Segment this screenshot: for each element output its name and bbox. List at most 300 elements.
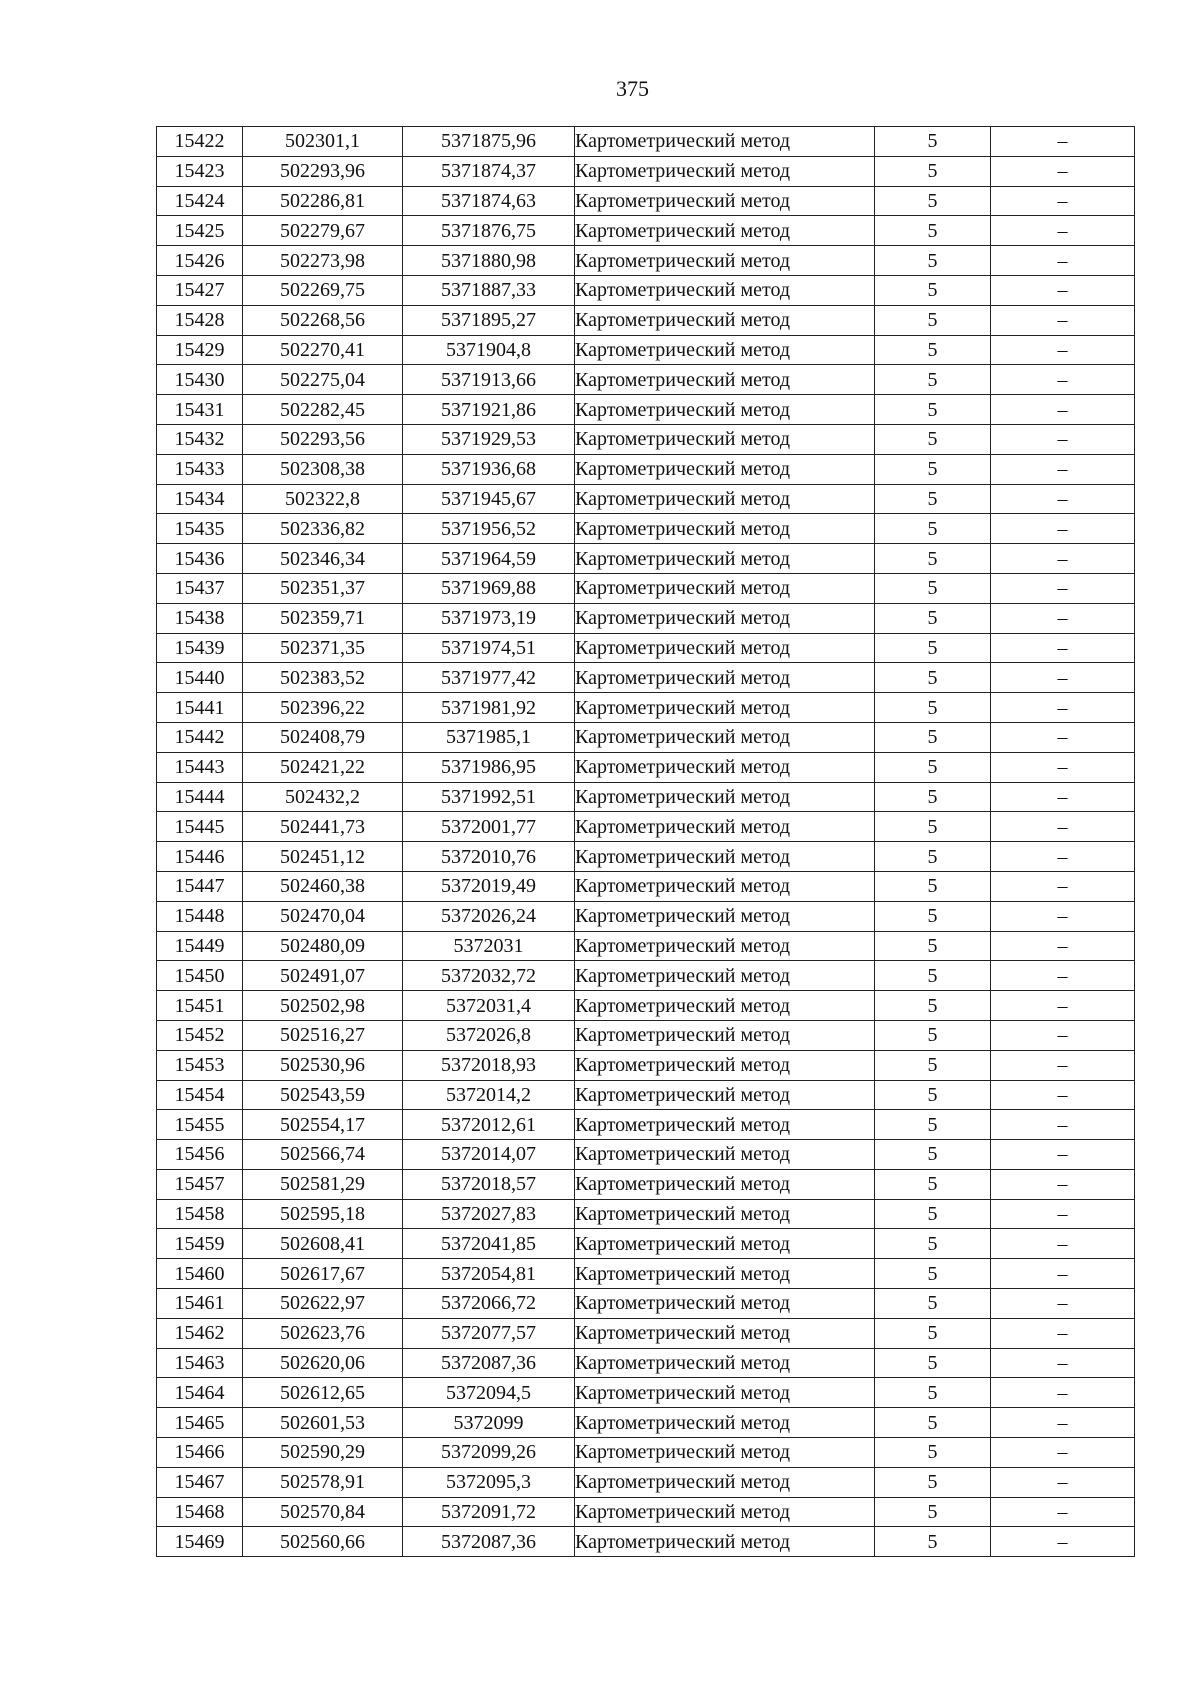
point-number-cell: 15448 (157, 901, 243, 931)
method-cell: Картометрический метод (575, 1259, 875, 1289)
point-number-cell: 15451 (157, 991, 243, 1021)
method-cell: Картометрический метод (575, 1229, 875, 1259)
description-cell: – (991, 1140, 1135, 1170)
y-coordinate-cell: 5371977,42 (403, 663, 575, 693)
y-coordinate-cell: 5371945,67 (403, 484, 575, 514)
accuracy-cell: 5 (875, 454, 991, 484)
description-cell: – (991, 1080, 1135, 1110)
description-cell: – (991, 1110, 1135, 1140)
point-number-cell: 15434 (157, 484, 243, 514)
accuracy-cell: 5 (875, 424, 991, 454)
point-number-cell: 15456 (157, 1140, 243, 1170)
table-row (157, 1408, 1135, 1438)
x-coordinate-cell: 502460,38 (243, 871, 403, 901)
table-row (157, 871, 1135, 901)
accuracy-cell: 5 (875, 1318, 991, 1348)
point-number-cell: 15466 (157, 1438, 243, 1468)
accuracy-cell: 5 (875, 633, 991, 663)
table-row (157, 842, 1135, 872)
accuracy-cell: 5 (875, 1080, 991, 1110)
x-coordinate-cell: 502308,38 (243, 454, 403, 484)
point-number-cell: 15447 (157, 871, 243, 901)
x-coordinate-cell: 502301,1 (243, 127, 403, 157)
x-coordinate-cell: 502269,75 (243, 275, 403, 305)
accuracy-cell: 5 (875, 1199, 991, 1229)
point-number-cell: 15454 (157, 1080, 243, 1110)
table-row (157, 1467, 1135, 1497)
table-row (157, 722, 1135, 752)
x-coordinate-cell: 502608,41 (243, 1229, 403, 1259)
point-number-cell: 15433 (157, 454, 243, 484)
point-number-cell: 15452 (157, 1020, 243, 1050)
description-cell: – (991, 722, 1135, 752)
description-cell: – (991, 1318, 1135, 1348)
method-cell: Картометрический метод (575, 484, 875, 514)
point-number-cell: 15426 (157, 246, 243, 276)
table-row (157, 275, 1135, 305)
x-coordinate-cell: 502578,91 (243, 1467, 403, 1497)
y-coordinate-cell: 5372099,26 (403, 1438, 575, 1468)
table-row (157, 991, 1135, 1021)
method-cell: Картометрический метод (575, 991, 875, 1021)
y-coordinate-cell: 5372031 (403, 931, 575, 961)
x-coordinate-cell: 502570,84 (243, 1497, 403, 1527)
table-row (157, 633, 1135, 663)
x-coordinate-cell: 502273,98 (243, 246, 403, 276)
y-coordinate-cell: 5372031,4 (403, 991, 575, 1021)
method-cell: Картометрический метод (575, 693, 875, 723)
point-number-cell: 15438 (157, 603, 243, 633)
table-row (157, 663, 1135, 693)
accuracy-cell: 5 (875, 722, 991, 752)
x-coordinate-cell: 502601,53 (243, 1408, 403, 1438)
method-cell: Картометрический метод (575, 156, 875, 186)
table-row (157, 1169, 1135, 1199)
method-cell: Картометрический метод (575, 1169, 875, 1199)
table-row (157, 335, 1135, 365)
y-coordinate-cell: 5372087,36 (403, 1527, 575, 1557)
point-number-cell: 15467 (157, 1467, 243, 1497)
point-number-cell: 15446 (157, 842, 243, 872)
point-number-cell: 15431 (157, 395, 243, 425)
x-coordinate-cell: 502612,65 (243, 1378, 403, 1408)
method-cell: Картометрический метод (575, 1438, 875, 1468)
y-coordinate-cell: 5371887,33 (403, 275, 575, 305)
x-coordinate-cell: 502408,79 (243, 722, 403, 752)
point-number-cell: 15445 (157, 812, 243, 842)
y-coordinate-cell: 5371985,1 (403, 722, 575, 752)
x-coordinate-cell: 502470,04 (243, 901, 403, 931)
y-coordinate-cell: 5371880,98 (403, 246, 575, 276)
point-number-cell: 15435 (157, 514, 243, 544)
point-number-cell: 15429 (157, 335, 243, 365)
x-coordinate-cell: 502581,29 (243, 1169, 403, 1199)
accuracy-cell: 5 (875, 484, 991, 514)
y-coordinate-cell: 5372010,76 (403, 842, 575, 872)
method-cell: Картометрический метод (575, 1110, 875, 1140)
description-cell: – (991, 454, 1135, 484)
accuracy-cell: 5 (875, 693, 991, 723)
point-number-cell: 15455 (157, 1110, 243, 1140)
accuracy-cell: 5 (875, 871, 991, 901)
y-coordinate-cell: 5371981,92 (403, 693, 575, 723)
accuracy-cell: 5 (875, 1169, 991, 1199)
table-row (157, 1050, 1135, 1080)
point-number-cell: 15464 (157, 1378, 243, 1408)
description-cell: – (991, 663, 1135, 693)
x-coordinate-cell: 502441,73 (243, 812, 403, 842)
table-row (157, 395, 1135, 425)
table-row (157, 544, 1135, 574)
x-coordinate-cell: 502286,81 (243, 186, 403, 216)
x-coordinate-cell: 502543,59 (243, 1080, 403, 1110)
y-coordinate-cell: 5371904,8 (403, 335, 575, 365)
method-cell: Картометрический метод (575, 1318, 875, 1348)
method-cell: Картометрический метод (575, 871, 875, 901)
description-cell: – (991, 246, 1135, 276)
x-coordinate-cell: 502351,37 (243, 573, 403, 603)
description-cell: – (991, 1259, 1135, 1289)
point-number-cell: 15436 (157, 544, 243, 574)
accuracy-cell: 5 (875, 931, 991, 961)
point-number-cell: 15424 (157, 186, 243, 216)
method-cell: Картометрический метод (575, 216, 875, 246)
table-row (157, 961, 1135, 991)
method-cell: Картометрический метод (575, 842, 875, 872)
x-coordinate-cell: 502620,06 (243, 1348, 403, 1378)
accuracy-cell: 5 (875, 573, 991, 603)
method-cell: Картометрический метод (575, 186, 875, 216)
method-cell: Картометрический метод (575, 782, 875, 812)
method-cell: Картометрический метод (575, 573, 875, 603)
accuracy-cell: 5 (875, 275, 991, 305)
description-cell: – (991, 275, 1135, 305)
point-number-cell: 15441 (157, 693, 243, 723)
x-coordinate-cell: 502322,8 (243, 484, 403, 514)
table-row (157, 484, 1135, 514)
description-cell: – (991, 335, 1135, 365)
accuracy-cell: 5 (875, 395, 991, 425)
accuracy-cell: 5 (875, 1467, 991, 1497)
y-coordinate-cell: 5371936,68 (403, 454, 575, 484)
y-coordinate-cell: 5371875,96 (403, 127, 575, 157)
method-cell: Картометрический метод (575, 663, 875, 693)
table-row (157, 752, 1135, 782)
x-coordinate-cell: 502560,66 (243, 1527, 403, 1557)
point-number-cell: 15422 (157, 127, 243, 157)
table-row (157, 156, 1135, 186)
method-cell: Картометрический метод (575, 812, 875, 842)
point-number-cell: 15468 (157, 1497, 243, 1527)
description-cell: – (991, 812, 1135, 842)
y-coordinate-cell: 5372041,85 (403, 1229, 575, 1259)
accuracy-cell: 5 (875, 1438, 991, 1468)
description-cell: – (991, 871, 1135, 901)
method-cell: Картометрический метод (575, 1467, 875, 1497)
description-cell: – (991, 1020, 1135, 1050)
x-coordinate-cell: 502590,29 (243, 1438, 403, 1468)
point-number-cell: 15444 (157, 782, 243, 812)
method-cell: Картометрический метод (575, 931, 875, 961)
description-cell: – (991, 365, 1135, 395)
method-cell: Картометрический метод (575, 633, 875, 663)
x-coordinate-cell: 502282,45 (243, 395, 403, 425)
table-row (157, 305, 1135, 335)
method-cell: Картометрический метод (575, 1140, 875, 1170)
x-coordinate-cell: 502293,56 (243, 424, 403, 454)
description-cell: – (991, 782, 1135, 812)
description-cell: – (991, 633, 1135, 663)
point-number-cell: 15439 (157, 633, 243, 663)
accuracy-cell: 5 (875, 752, 991, 782)
accuracy-cell: 5 (875, 812, 991, 842)
accuracy-cell: 5 (875, 186, 991, 216)
table-row (157, 1140, 1135, 1170)
table-row (157, 454, 1135, 484)
table-row (157, 782, 1135, 812)
description-cell: – (991, 573, 1135, 603)
x-coordinate-cell: 502279,67 (243, 216, 403, 246)
point-number-cell: 15432 (157, 424, 243, 454)
accuracy-cell: 5 (875, 603, 991, 633)
description-cell: – (991, 424, 1135, 454)
description-cell: – (991, 484, 1135, 514)
table-row (157, 1229, 1135, 1259)
accuracy-cell: 5 (875, 1140, 991, 1170)
accuracy-cell: 5 (875, 246, 991, 276)
y-coordinate-cell: 5372087,36 (403, 1348, 575, 1378)
table-row (157, 424, 1135, 454)
table-row (157, 603, 1135, 633)
x-coordinate-cell: 502336,82 (243, 514, 403, 544)
y-coordinate-cell: 5372066,72 (403, 1289, 575, 1319)
method-cell: Картометрический метод (575, 365, 875, 395)
method-cell: Картометрический метод (575, 454, 875, 484)
table-row (157, 931, 1135, 961)
description-cell: – (991, 901, 1135, 931)
table-row (157, 1289, 1135, 1319)
description-cell: – (991, 1527, 1135, 1557)
y-coordinate-cell: 5372026,24 (403, 901, 575, 931)
y-coordinate-cell: 5371992,51 (403, 782, 575, 812)
y-coordinate-cell: 5372019,49 (403, 871, 575, 901)
method-cell: Картометрический метод (575, 1497, 875, 1527)
y-coordinate-cell: 5372001,77 (403, 812, 575, 842)
table-row (157, 1110, 1135, 1140)
accuracy-cell: 5 (875, 305, 991, 335)
description-cell: – (991, 1169, 1135, 1199)
description-cell: – (991, 1199, 1135, 1229)
point-number-cell: 15437 (157, 573, 243, 603)
y-coordinate-cell: 5372018,57 (403, 1169, 575, 1199)
point-number-cell: 15423 (157, 156, 243, 186)
accuracy-cell: 5 (875, 961, 991, 991)
method-cell: Картометрический метод (575, 246, 875, 276)
point-number-cell: 15463 (157, 1348, 243, 1378)
y-coordinate-cell: 5371974,51 (403, 633, 575, 663)
method-cell: Картометрический метод (575, 722, 875, 752)
y-coordinate-cell: 5372014,2 (403, 1080, 575, 1110)
table-row (157, 514, 1135, 544)
y-coordinate-cell: 5372014,07 (403, 1140, 575, 1170)
method-cell: Картометрический метод (575, 127, 875, 157)
x-coordinate-cell: 502293,96 (243, 156, 403, 186)
x-coordinate-cell: 502371,35 (243, 633, 403, 663)
table-row (157, 901, 1135, 931)
coordinates-table (156, 126, 1135, 1557)
description-cell: – (991, 1378, 1135, 1408)
method-cell: Картометрический метод (575, 1289, 875, 1319)
point-number-cell: 15459 (157, 1229, 243, 1259)
description-cell: – (991, 931, 1135, 961)
accuracy-cell: 5 (875, 782, 991, 812)
y-coordinate-cell: 5372099 (403, 1408, 575, 1438)
x-coordinate-cell: 502502,98 (243, 991, 403, 1021)
y-coordinate-cell: 5371956,52 (403, 514, 575, 544)
point-number-cell: 15427 (157, 275, 243, 305)
x-coordinate-cell: 502623,76 (243, 1318, 403, 1348)
method-cell: Картометрический метод (575, 514, 875, 544)
coordinates-table-body (157, 127, 1135, 1557)
accuracy-cell: 5 (875, 127, 991, 157)
y-coordinate-cell: 5372091,72 (403, 1497, 575, 1527)
accuracy-cell: 5 (875, 1497, 991, 1527)
accuracy-cell: 5 (875, 544, 991, 574)
accuracy-cell: 5 (875, 1050, 991, 1080)
method-cell: Картометрический метод (575, 1080, 875, 1110)
x-coordinate-cell: 502516,27 (243, 1020, 403, 1050)
y-coordinate-cell: 5371929,53 (403, 424, 575, 454)
x-coordinate-cell: 502421,22 (243, 752, 403, 782)
y-coordinate-cell: 5371876,75 (403, 216, 575, 246)
point-number-cell: 15428 (157, 305, 243, 335)
point-number-cell: 15462 (157, 1318, 243, 1348)
x-coordinate-cell: 502595,18 (243, 1199, 403, 1229)
description-cell: – (991, 603, 1135, 633)
x-coordinate-cell: 502396,22 (243, 693, 403, 723)
x-coordinate-cell: 502359,71 (243, 603, 403, 633)
table-row (157, 246, 1135, 276)
table-row (157, 365, 1135, 395)
x-coordinate-cell: 502480,09 (243, 931, 403, 961)
y-coordinate-cell: 5371874,63 (403, 186, 575, 216)
table-row (157, 216, 1135, 246)
x-coordinate-cell: 502451,12 (243, 842, 403, 872)
description-cell: – (991, 395, 1135, 425)
table-row (157, 693, 1135, 723)
method-cell: Картометрический метод (575, 1348, 875, 1378)
x-coordinate-cell: 502617,67 (243, 1259, 403, 1289)
method-cell: Картометрический метод (575, 1020, 875, 1050)
x-coordinate-cell: 502275,04 (243, 365, 403, 395)
accuracy-cell: 5 (875, 514, 991, 544)
point-number-cell: 15458 (157, 1199, 243, 1229)
accuracy-cell: 5 (875, 365, 991, 395)
method-cell: Картометрический метод (575, 395, 875, 425)
description-cell: – (991, 752, 1135, 782)
table-row (157, 1378, 1135, 1408)
method-cell: Картометрический метод (575, 1378, 875, 1408)
method-cell: Картометрический метод (575, 752, 875, 782)
y-coordinate-cell: 5372012,61 (403, 1110, 575, 1140)
method-cell: Картометрический метод (575, 901, 875, 931)
description-cell: – (991, 1289, 1135, 1319)
point-number-cell: 15443 (157, 752, 243, 782)
table-row (157, 1259, 1135, 1289)
point-number-cell: 15460 (157, 1259, 243, 1289)
accuracy-cell: 5 (875, 1378, 991, 1408)
accuracy-cell: 5 (875, 1527, 991, 1557)
description-cell: – (991, 186, 1135, 216)
y-coordinate-cell: 5372077,57 (403, 1318, 575, 1348)
method-cell: Картометрический метод (575, 1199, 875, 1229)
table-row (157, 1020, 1135, 1050)
x-coordinate-cell: 502566,74 (243, 1140, 403, 1170)
point-number-cell: 15465 (157, 1408, 243, 1438)
accuracy-cell: 5 (875, 335, 991, 365)
method-cell: Картометрический метод (575, 1050, 875, 1080)
table-row (157, 1318, 1135, 1348)
y-coordinate-cell: 5371895,27 (403, 305, 575, 335)
point-number-cell: 15425 (157, 216, 243, 246)
accuracy-cell: 5 (875, 1348, 991, 1378)
description-cell: – (991, 156, 1135, 186)
description-cell: – (991, 693, 1135, 723)
point-number-cell: 15453 (157, 1050, 243, 1080)
accuracy-cell: 5 (875, 1020, 991, 1050)
description-cell: – (991, 842, 1135, 872)
method-cell: Картометрический метод (575, 335, 875, 365)
accuracy-cell: 5 (875, 1259, 991, 1289)
point-number-cell: 15469 (157, 1527, 243, 1557)
y-coordinate-cell: 5371913,66 (403, 365, 575, 395)
method-cell: Картометрический метод (575, 1527, 875, 1557)
x-coordinate-cell: 502530,96 (243, 1050, 403, 1080)
accuracy-cell: 5 (875, 1229, 991, 1259)
description-cell: – (991, 514, 1135, 544)
method-cell: Картометрический метод (575, 961, 875, 991)
x-coordinate-cell: 502491,07 (243, 961, 403, 991)
accuracy-cell: 5 (875, 1408, 991, 1438)
description-cell: – (991, 1467, 1135, 1497)
accuracy-cell: 5 (875, 991, 991, 1021)
description-cell: – (991, 216, 1135, 246)
accuracy-cell: 5 (875, 216, 991, 246)
y-coordinate-cell: 5372095,3 (403, 1467, 575, 1497)
point-number-cell: 15442 (157, 722, 243, 752)
accuracy-cell: 5 (875, 901, 991, 931)
method-cell: Картометрический метод (575, 544, 875, 574)
method-cell: Картометрический метод (575, 305, 875, 335)
y-coordinate-cell: 5372018,93 (403, 1050, 575, 1080)
method-cell: Картометрический метод (575, 275, 875, 305)
description-cell: – (991, 961, 1135, 991)
description-cell: – (991, 305, 1135, 335)
x-coordinate-cell: 502432,2 (243, 782, 403, 812)
page-number: 375 (616, 76, 649, 101)
y-coordinate-cell: 5372026,8 (403, 1020, 575, 1050)
x-coordinate-cell: 502268,56 (243, 305, 403, 335)
description-cell: – (991, 544, 1135, 574)
x-coordinate-cell: 502554,17 (243, 1110, 403, 1140)
description-cell: – (991, 1229, 1135, 1259)
point-number-cell: 15449 (157, 931, 243, 961)
table-row (157, 1527, 1135, 1557)
y-coordinate-cell: 5372094,5 (403, 1378, 575, 1408)
accuracy-cell: 5 (875, 156, 991, 186)
description-cell: – (991, 1438, 1135, 1468)
x-coordinate-cell: 502383,52 (243, 663, 403, 693)
